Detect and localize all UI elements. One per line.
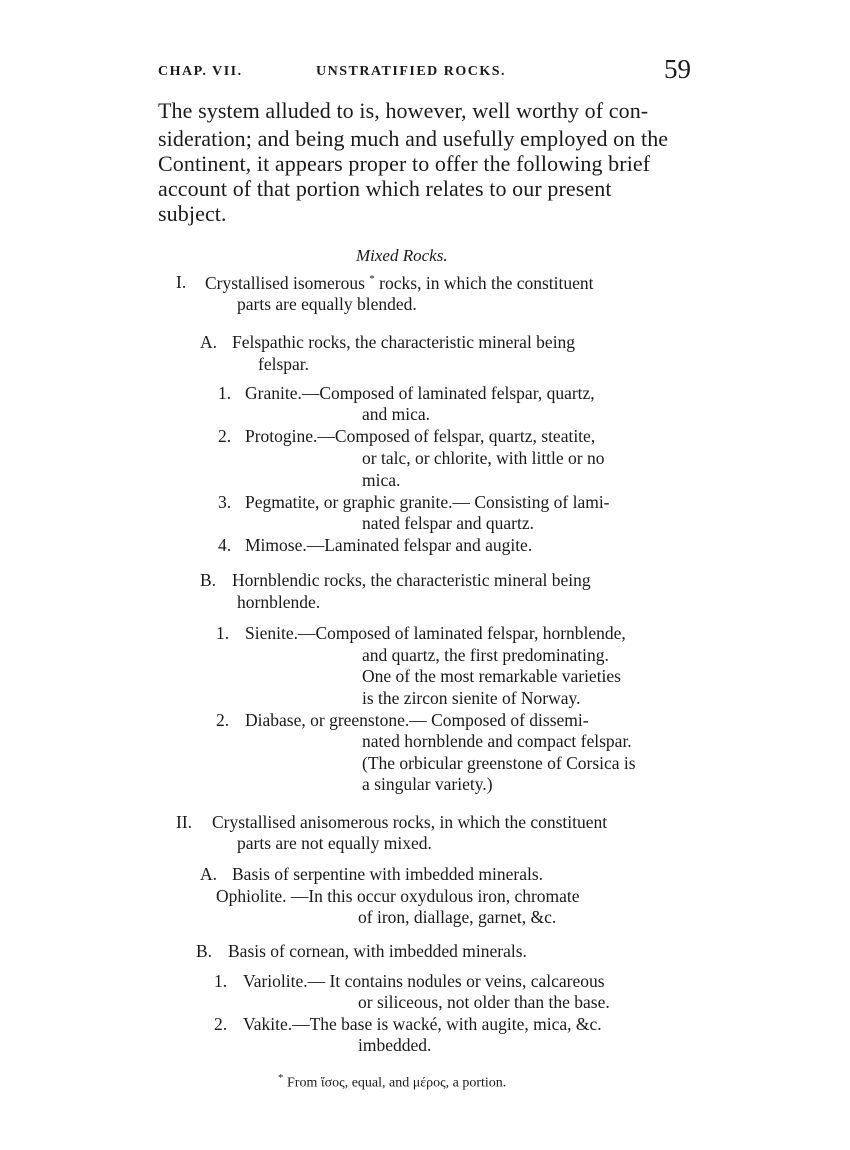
group-letter: B.: [200, 570, 217, 590]
entry-line: Vakite.—The base is wacké, with augite, mica, &c.: [243, 1014, 602, 1034]
entry-number: 3.: [218, 492, 232, 512]
entry-line: a singular variety.): [362, 774, 493, 794]
entry-line: (The orbicular greenstone of Corsica is: [362, 753, 636, 773]
entry-line: Variolite.— It contains nodules or veins, calcareous: [243, 971, 605, 991]
entry-line: nated hornblende and compact felspar.: [362, 731, 632, 751]
class-numeral: I.: [176, 272, 187, 292]
entry-line: Pegmatite, or graphic granite.— Consisting of lami-: [245, 492, 610, 512]
entry-number: 1.: [216, 623, 230, 643]
entry-line: Ophiolite. —In this occur oxydulous iron, chromate: [216, 886, 580, 906]
class-line: Crystallised isomerous * rocks, in which the constituent: [205, 272, 594, 293]
entry-number: 4.: [218, 535, 232, 555]
intro-line: The system alluded to is, however, well worthy of con-: [158, 98, 649, 123]
group-line: Felspathic rocks, the characteristic mineral being: [232, 332, 576, 352]
group-line: felspar.: [258, 354, 310, 374]
entry-line: imbedded.: [358, 1035, 432, 1055]
footnote: [278, 1072, 506, 1092]
running-header-title: UNSTRATIFIED ROCKS.: [316, 64, 507, 79]
entry-line: Protogine.—Composed of felspar, quartz, steatite,: [245, 426, 596, 446]
entry-line: of iron, diallage, garnet, &c.: [358, 907, 557, 927]
group-letter: B.: [196, 941, 213, 961]
entry-number: 1.: [218, 383, 232, 403]
entry-line: Diabase, or greenstone.— Composed of dissemi-: [245, 710, 589, 730]
footnote-mark: *: [369, 273, 375, 285]
group-letter: A.: [200, 332, 218, 352]
class-line: parts are equally blended.: [237, 294, 417, 314]
entry-line: Mimose.—Laminated felspar and augite.: [245, 535, 533, 555]
group-line: Basis of serpentine with imbedded minerals.: [232, 864, 544, 884]
entry-line: nated felspar and quartz.: [362, 513, 535, 533]
entry-line: or talc, or chlorite, with little or no: [362, 448, 605, 468]
entry-line: is the zircon sienite of Norway.: [362, 688, 581, 708]
group-line: Hornblendic rocks, the characteristic mineral being: [232, 570, 591, 590]
entry-line: Sienite.—Composed of laminated felspar, hornblende,: [245, 623, 626, 643]
intro-line: subject.: [158, 201, 227, 226]
class-line: parts are not equally mixed.: [237, 833, 432, 853]
entry-line: and mica.: [362, 404, 431, 424]
entry-number: 2.: [218, 426, 232, 446]
footnote-mark: *: [278, 1072, 284, 1084]
entry-number: 1.: [214, 971, 228, 991]
entry-line: or siliceous, not older than the base.: [358, 992, 610, 1012]
footnote-text: From ἴσος, equal, and μέρος, a portion.: [287, 1075, 507, 1091]
group-line: hornblende.: [237, 592, 321, 612]
group-line: Basis of cornean, with imbedded minerals.: [228, 941, 527, 961]
intro-line: account of that portion which relates to our present: [158, 176, 612, 201]
intro-line: sideration; and being much and usefully employed on the: [158, 126, 669, 151]
running-header-chapter: CHAP. VII.: [158, 64, 243, 79]
section-subheading: Mixed Rocks.: [356, 246, 448, 265]
entry-number: 2.: [214, 1014, 228, 1034]
entry-line: mica.: [362, 470, 401, 490]
class-line: Crystallised anisomerous rocks, in which the constituent: [212, 812, 608, 832]
page-number: 59: [664, 54, 691, 84]
entry-line: One of the most remarkable varieties: [362, 666, 621, 686]
entry-line: and quartz, the first predominating.: [362, 645, 609, 665]
group-letter: A.: [200, 864, 218, 884]
entry-line: Granite.—Composed of laminated felspar, quartz,: [245, 383, 595, 403]
entry-number: 2.: [216, 710, 230, 730]
intro-line: Continent, it appears proper to offer the following brief: [158, 151, 651, 176]
class-numeral: II.: [176, 812, 193, 832]
